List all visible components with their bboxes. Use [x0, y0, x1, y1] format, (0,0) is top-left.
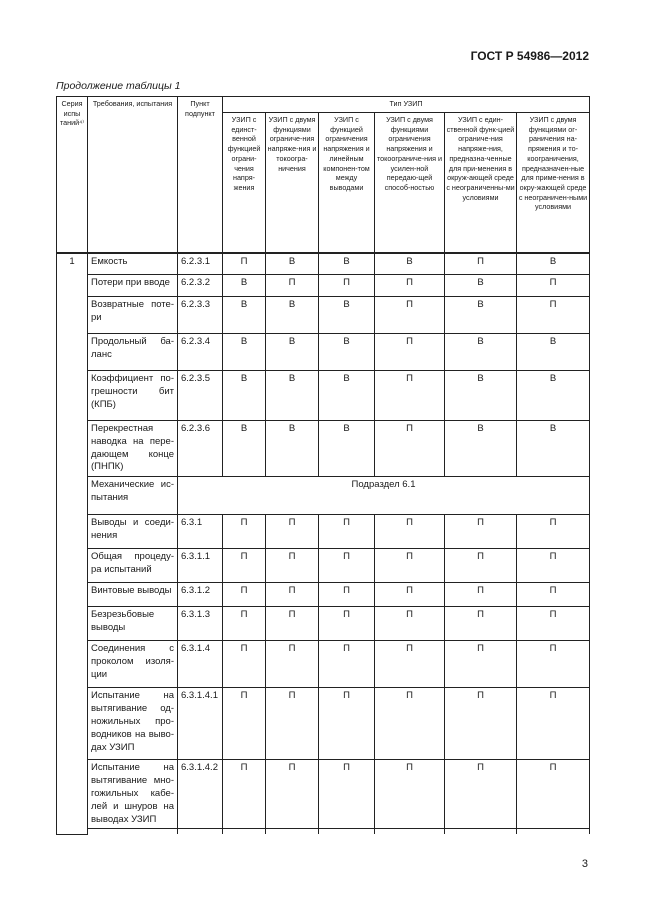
- test-type-value: В: [517, 421, 590, 477]
- test-type-value: П: [517, 549, 590, 583]
- test-type-value: П: [266, 583, 319, 607]
- test-type-value: В: [517, 371, 590, 421]
- requirement-name: Испытание на вытягивание од-ножильных про-водников на выво-дах УЗИП: [88, 688, 178, 760]
- clause-number: 6.3.1.1: [178, 549, 223, 583]
- test-type-value: П: [266, 515, 319, 549]
- clause-number: 6.3.1.2: [178, 583, 223, 607]
- test-type-value: В: [375, 253, 445, 275]
- test-type-value: П: [319, 549, 375, 583]
- continuation-cell: [375, 829, 445, 835]
- clause-number: 6.3.1.3: [178, 607, 223, 641]
- test-type-value: В: [223, 334, 266, 371]
- requirement-name: Потери при вводе: [88, 275, 178, 297]
- continuation-cell: [88, 829, 178, 835]
- test-type-value: П: [266, 688, 319, 760]
- table-caption: Продолжение таблицы 1: [56, 80, 181, 92]
- header-spd-type-3: УЗИП с функцией ограничения напряжения и линейным компонен-том между выводами: [319, 113, 375, 253]
- test-type-value: П: [375, 760, 445, 829]
- test-type-value: В: [266, 371, 319, 421]
- test-type-value: П: [445, 641, 517, 688]
- table-row: [57, 334, 590, 371]
- clause-number: 6.2.3.2: [178, 275, 223, 297]
- requirement-name: Емкость: [88, 253, 178, 275]
- series-cell: 1: [57, 253, 88, 835]
- test-type-value: В: [517, 334, 590, 371]
- requirement-name: Выводы и соеди-нения: [88, 515, 178, 549]
- clause-number: 6.2.3.3: [178, 297, 223, 334]
- test-type-value: П: [223, 641, 266, 688]
- table-row: [57, 688, 590, 760]
- test-type-value: П: [517, 297, 590, 334]
- requirement-name: Механические ис-пытания: [88, 477, 178, 515]
- continuation-cell: [319, 829, 375, 835]
- test-type-value: П: [375, 297, 445, 334]
- test-type-value: П: [445, 549, 517, 583]
- clause-number: 6.2.3.5: [178, 371, 223, 421]
- header-spd-type-6: УЗИП с двумя функциями ог-раничения на-пряжения и то-коограничения, предназначен-ные для приме-нения в окру-жающей среде с неограничен-ными условиями: [517, 113, 590, 253]
- header-requirement: Требования, испытания: [88, 97, 178, 253]
- table-row: [57, 641, 590, 688]
- requirement-name: Коэффициент по-грешности бит (КПБ): [88, 371, 178, 421]
- header-series: Серия испы таний⁴⁾: [57, 97, 88, 253]
- test-type-value: В: [223, 421, 266, 477]
- test-type-value: В: [319, 297, 375, 334]
- table-row: [57, 253, 590, 275]
- test-type-value: П: [319, 688, 375, 760]
- table-row: [57, 607, 590, 641]
- test-type-value: П: [375, 421, 445, 477]
- test-type-value: П: [375, 275, 445, 297]
- header-spd-type: Тип УЗИП: [223, 97, 590, 113]
- continuation-cell: [178, 829, 223, 835]
- test-type-value: П: [445, 607, 517, 641]
- test-type-value: П: [517, 760, 590, 829]
- test-type-value: П: [223, 760, 266, 829]
- test-type-value: П: [319, 275, 375, 297]
- table-row: [57, 275, 590, 297]
- test-type-value: В: [319, 371, 375, 421]
- test-type-value: В: [223, 297, 266, 334]
- table-row: [57, 583, 590, 607]
- clause-number: 6.3.1.4: [178, 641, 223, 688]
- test-type-value: П: [319, 607, 375, 641]
- test-type-value: В: [445, 275, 517, 297]
- test-type-value: В: [266, 297, 319, 334]
- test-type-value: В: [445, 334, 517, 371]
- document-id: ГОСТ Р 54986—2012: [470, 49, 589, 63]
- continuation-cell: [445, 829, 517, 835]
- continuation-cell: [223, 829, 266, 835]
- test-type-value: П: [375, 549, 445, 583]
- requirements-table: [56, 96, 590, 835]
- continuation-cell: [517, 829, 590, 835]
- test-type-value: П: [375, 583, 445, 607]
- test-type-value: В: [223, 371, 266, 421]
- test-type-value: П: [266, 760, 319, 829]
- table-row: [57, 297, 590, 334]
- test-type-value: В: [319, 421, 375, 477]
- test-type-value: В: [223, 275, 266, 297]
- test-type-value: П: [375, 641, 445, 688]
- test-type-value: П: [375, 688, 445, 760]
- test-type-value: П: [319, 641, 375, 688]
- test-type-value: П: [517, 641, 590, 688]
- clause-number: 6.3.1.4.2: [178, 760, 223, 829]
- test-type-value: П: [445, 688, 517, 760]
- requirement-name: Винтовые выводы: [88, 583, 178, 607]
- test-type-value: П: [445, 760, 517, 829]
- test-type-value: П: [266, 607, 319, 641]
- requirement-name: Испытание на вытягивание мно-гожильных кабе-лей и шнуров на выводах УЗИП: [88, 760, 178, 829]
- test-type-value: П: [517, 275, 590, 297]
- test-type-value: П: [223, 253, 266, 275]
- table-row: [57, 549, 590, 583]
- test-type-value: П: [223, 515, 266, 549]
- requirement-name: Соединения с проколом изоля-ции: [88, 641, 178, 688]
- clause-number: 6.2.3.4: [178, 334, 223, 371]
- header-spd-type-2: УЗИП с двумя функциями ограниче-ния напряже-ния и токоогра-ничения: [266, 113, 319, 253]
- test-type-value: П: [223, 583, 266, 607]
- table-row: [57, 371, 590, 421]
- clause-number: 6.2.3.6: [178, 421, 223, 477]
- test-type-value: П: [223, 607, 266, 641]
- test-type-value: В: [319, 253, 375, 275]
- test-type-value: П: [517, 515, 590, 549]
- requirement-name: Продольный ба-ланс: [88, 334, 178, 371]
- test-type-value: П: [517, 607, 590, 641]
- test-type-value: В: [266, 334, 319, 371]
- test-type-value: П: [445, 583, 517, 607]
- test-type-value: П: [445, 253, 517, 275]
- clause-number: 6.3.1: [178, 515, 223, 549]
- test-type-value: П: [375, 607, 445, 641]
- requirement-name: Возвратные поте-ри: [88, 297, 178, 334]
- requirement-name: Перекрестная наводка на пере-дающем конце (ПНПК): [88, 421, 178, 477]
- test-type-value: П: [445, 515, 517, 549]
- test-type-value: П: [375, 371, 445, 421]
- clause-number: 6.2.3.1: [178, 253, 223, 275]
- header-clause: Пункт подпункт: [178, 97, 223, 253]
- test-type-value: П: [266, 549, 319, 583]
- test-type-value: П: [517, 583, 590, 607]
- test-type-value: П: [517, 688, 590, 760]
- requirement-name: Безрезьбовые выводы: [88, 607, 178, 641]
- table-continuation: [57, 829, 590, 835]
- table-row: [57, 760, 590, 829]
- clause-number: 6.3.1.4.1: [178, 688, 223, 760]
- header-spd-type-4: УЗИП с двумя функциями ограничения напряжения и токоограниче-ния и усилен-ной передаю-щей способ-ностью: [375, 113, 445, 253]
- test-type-value: П: [266, 275, 319, 297]
- test-type-value: П: [375, 515, 445, 549]
- table-row: [57, 515, 590, 549]
- test-type-value: П: [223, 549, 266, 583]
- test-type-value: В: [445, 371, 517, 421]
- test-type-value: П: [319, 583, 375, 607]
- test-type-value: В: [266, 421, 319, 477]
- test-type-value: П: [223, 688, 266, 760]
- header-spd-type-5: УЗИП с един-ственной функ-цией ограниче-ния напряже-ния, предназна-ченные для при-менения в окруж-ающей среде с неограниченны-ми условиями: [445, 113, 517, 253]
- table-row: [57, 477, 590, 515]
- continuation-cell: [266, 829, 319, 835]
- test-type-value: П: [319, 760, 375, 829]
- test-type-value: П: [375, 334, 445, 371]
- test-type-value: В: [266, 253, 319, 275]
- table-row: [57, 421, 590, 477]
- test-type-value: В: [445, 421, 517, 477]
- header-spd-type-1: УЗИП с единст-венной функцией ограни-чения напря-жения: [223, 113, 266, 253]
- test-type-value: В: [445, 297, 517, 334]
- test-type-value: П: [266, 641, 319, 688]
- test-type-value: В: [319, 334, 375, 371]
- page-number: 3: [581, 858, 588, 870]
- subsection-reference: Подраздел 6.1: [178, 477, 590, 515]
- test-type-value: П: [319, 515, 375, 549]
- test-type-value: В: [517, 253, 590, 275]
- requirement-name: Общая процеду-ра испытаний: [88, 549, 178, 583]
